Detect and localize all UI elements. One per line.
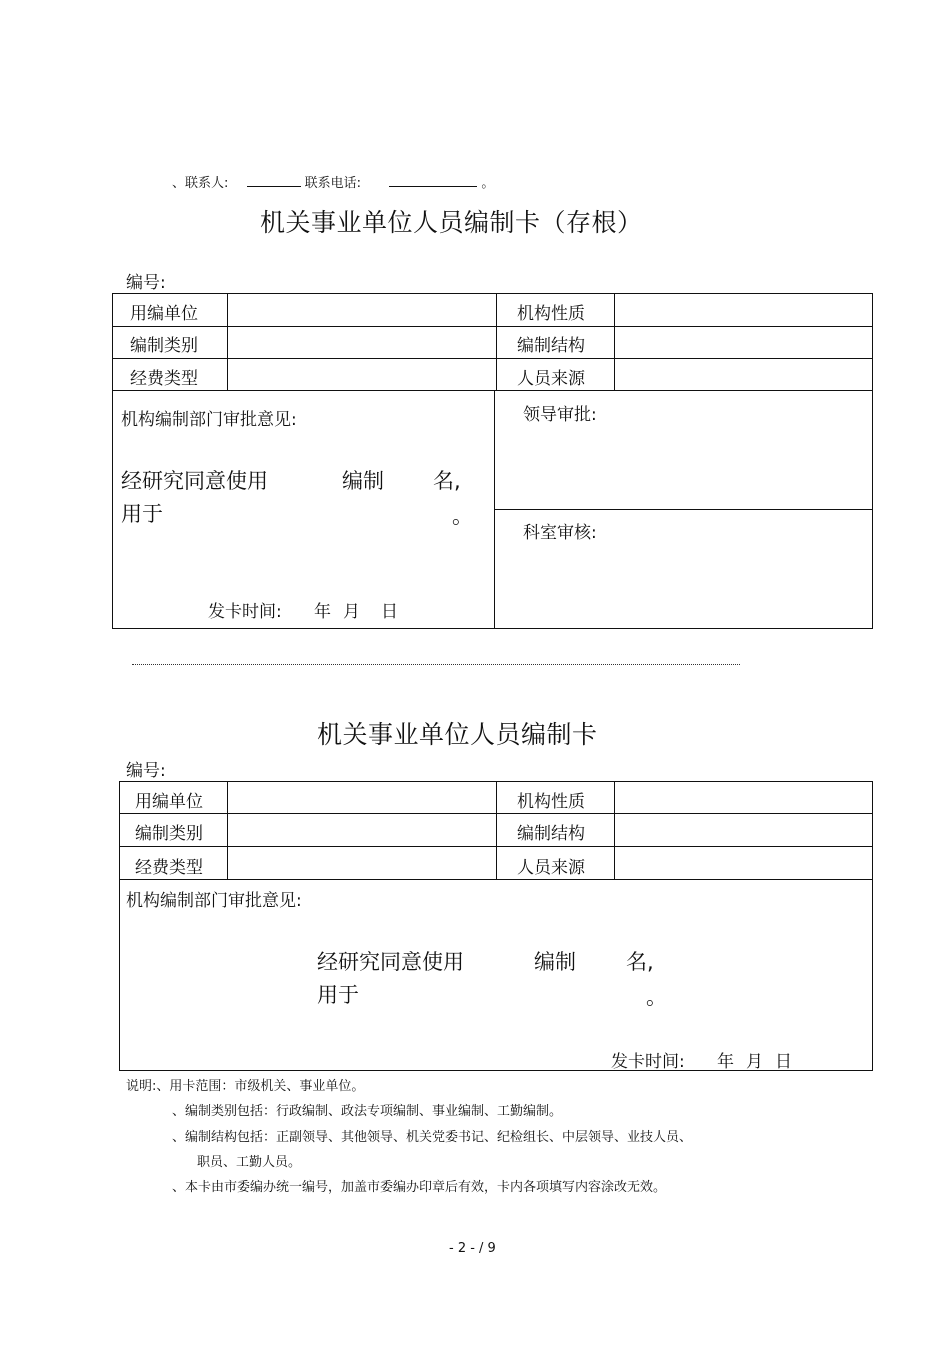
card-row-label-unit: 用编单位 <box>135 792 203 812</box>
stub-issue-year: 年 <box>314 602 331 622</box>
stub-number-label: 编号: <box>126 273 166 293</box>
notes-line-5: 、本卡由市委编办统一编号，加盖市委编办印章后有效，卡内各项填写内容涂改无效。 <box>172 1180 667 1195</box>
contact-phone-blank <box>389 172 477 187</box>
contact-phone-label: 联系电话: <box>304 176 362 191</box>
notes-line-4: 职员、工勤人员。 <box>197 1155 302 1170</box>
card-issue-year: 年 <box>717 1052 734 1072</box>
stub-issue-time-label: 发卡时间: <box>208 602 282 622</box>
contact-end: 。 <box>481 176 495 191</box>
contact-line <box>172 172 494 191</box>
stub-row-label-funding: 经费类型 <box>130 369 198 389</box>
card-row-label-nature: 机构性质 <box>517 792 585 812</box>
notes-line-2: 、编制类别包括：行政编制、政法专项编制、事业编制、工勤编制。 <box>172 1104 563 1119</box>
notes-line-1: 说明:、用卡范围：市级机关、事业单位。 <box>126 1079 365 1094</box>
stub-row-label-unit: 用编单位 <box>130 304 198 324</box>
stub-approval-line2-a: 用于 <box>121 502 163 526</box>
stub-approval-label: 机构编制部门审批意见: <box>121 410 297 430</box>
stub-office-review-label: 科室审核: <box>523 523 597 543</box>
notes-line-3: 、编制结构包括：正副领导、其他领导、机关党委书记、纪检组长、中层领导、业技人员、 <box>172 1130 693 1145</box>
card-approval-label: 机构编制部门审批意见: <box>126 891 302 911</box>
card-number-label: 编号: <box>126 761 166 781</box>
card-approval-line1-b: 编制 <box>534 950 576 974</box>
card-title: 机关事业单位人员编制卡 <box>317 720 598 749</box>
card-approval-line2-b: 。 <box>646 985 667 1009</box>
contact-person-blank <box>247 172 301 187</box>
card-row-label-funding: 经费类型 <box>135 858 203 878</box>
card-approval-line1-a: 经研究同意使用 <box>317 950 464 974</box>
stub-approval-line1-b: 编制 <box>342 469 384 493</box>
card-approval-line1-c: 名, <box>626 950 654 974</box>
page-number: - 2 - / 9 <box>449 1241 496 1256</box>
contact-person-label: 、联系人: <box>172 176 229 191</box>
stub-approval-line2-b: 。 <box>452 504 473 528</box>
stub-row-label-category: 编制类别 <box>130 336 198 356</box>
stub-issue-day: 日 <box>381 602 398 622</box>
stub-title: 机关事业单位人员编制卡（存根） <box>260 208 643 237</box>
stub-issue-month: 月 <box>343 602 360 622</box>
card-issue-month: 月 <box>746 1052 763 1072</box>
stub-row-label-source: 人员来源 <box>517 369 585 389</box>
card-approval-line2-a: 用于 <box>317 983 359 1007</box>
stub-approval-line1-a: 经研究同意使用 <box>121 469 268 493</box>
card-issue-day: 日 <box>775 1052 792 1072</box>
cut-separator <box>132 664 740 665</box>
stub-row-label-structure: 编制结构 <box>517 336 585 356</box>
stub-leader-approval-label: 领导审批: <box>523 405 597 425</box>
card-row-label-source: 人员来源 <box>517 858 585 878</box>
stub-row-label-nature: 机构性质 <box>517 304 585 324</box>
stub-approval-line1-c: 名, <box>433 469 461 493</box>
card-issue-time-label: 发卡时间: <box>611 1052 685 1072</box>
card-row-label-category: 编制类别 <box>135 824 203 844</box>
card-row-label-structure: 编制结构 <box>517 824 585 844</box>
